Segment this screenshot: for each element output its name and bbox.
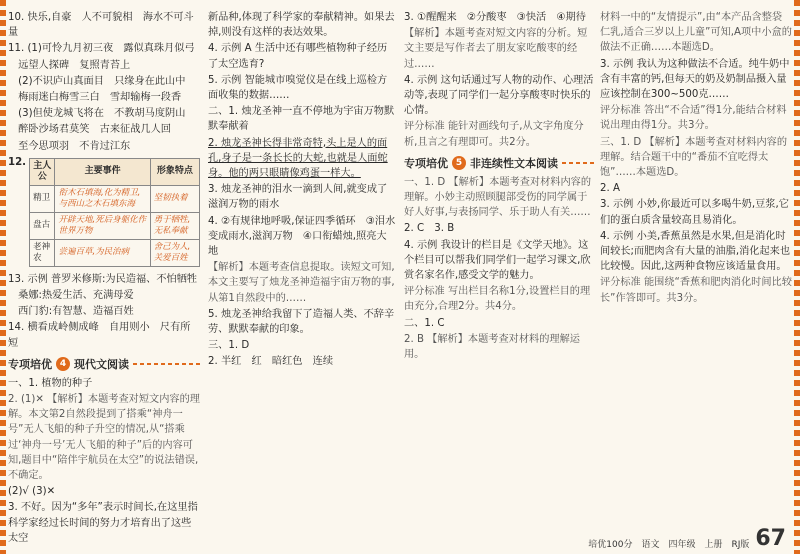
answer-item: 2. 烛龙圣神长得非常奇特,头上是人的面孔,身子是一条长长的大蛇,也就是人面蛇身。他的两只眼睛像鸡蛋一样大。 [208,137,388,180]
answer-item: 3. 示例 小妙,你最近可以多喝牛奶,豆浆,它们的蛋白质含量较高且易消化。 [600,199,789,226]
footer-text: 培优100分 语文 四年级 上册 RJ版 [588,540,750,550]
answer-item: 2. (1)✕ 【解析】本题考查对短文内容的理解。本文第2自然段提到了搭乘“神舟一号”无人飞船的种子升空的情况,从“搭乘过‘神舟一号’无人飞船的种子”后的内容可知,题目中“陪伴宇航员在太空”的说法错误,不确定。 [8,394,200,482]
answer-item: 11. (1)可怜九月初三夜 露似真珠月似弓 [8,43,195,55]
right-decorative-border [794,0,800,554]
column-2 [208,10,396,371]
table-row [30,185,200,212]
section-number: 5 [452,156,466,170]
section-title: 现代文阅读 [74,357,129,371]
page-number: 67 [755,526,786,551]
answer-item: 评分标准 答出“不合适”得1分,能结合材料说出理由得1分。共3分。 [600,105,787,132]
table-row [30,212,200,239]
answer-item: 评分标准 能围绕“香蕉和肥肉消化时间比较长”作答即可。共3分。 [600,277,792,304]
column-1 [8,10,200,547]
answer-item: 评分标准 能针对画线句子,从文字角度分析,且言之有理即可。共2分。 [404,121,584,148]
answer-item: 3. ①醒醒来 ②分酸枣 ③快活 ④期待 [404,12,586,23]
answer-item: 5. 烛龙圣神给我留下了造福人类、不辞辛劳、默默奉献的印象。 [208,308,395,336]
table-cell: 尝遍百草,为民治病 [55,239,150,266]
answer-item: 评分标准 写出栏目名称1分,设置栏目的理由充分,合理2分。共4分。 [404,286,591,313]
left-decorative-border [0,0,6,554]
answer-item: 2. C 3. B [404,223,455,235]
table-cell: 勇于牺牲,无私奉献 [150,212,199,239]
answer-item: 3. 不好。因为“多年”表示时间长,在这里指科学家经过长时间的努力才培育出了这些太空 [8,502,198,544]
answer-item: 桑娜:热爱生活、充满母爱 [8,290,134,302]
table-header: 形象特点 [150,158,199,185]
answer-item: 5. 示例 智能城市嗅觉仪是在线上巡检方面收集的数据…… [208,74,388,102]
answer-item: 10. 快乐,自豪 人不可貌相 海水不可斗量 [8,12,194,39]
section-label: 专项培优 [8,357,52,371]
section-title: 非连续性文本阅读 [470,156,558,170]
answer-item: 4. 示例 小美,香蕉虽然是水果,但是消化时间较长;而肥肉含有大量的油脂,消化起来也比较慢。因此,这两种食物应该适量食用。 [600,230,791,273]
table-cell: 舍己为人,关爱百姓 [150,239,199,266]
answer-item: 4. 示例 这句话通过写人物的动作、心理活动等,表现了同学们一起分享酸枣时快乐的心情。 [404,74,594,117]
answer-item: 3. 烛龙圣神的泪水一滴到人间,就变成了滋润万物的雨水 [208,184,388,211]
answer-item: 一、1. 植物的种子 [8,377,93,389]
table-cell: 精卫 [30,185,55,212]
answer-item: 至今思项羽 不肯过江东 [8,140,131,152]
answer-item: 2. B 【解析】本题考查对材料的理解运用。 [404,333,580,361]
answer-item: 二、1. C [404,317,445,329]
section-header [404,156,594,171]
answer-item: 2. 半红 红 暗红色 连续 [208,356,334,368]
section-divider [133,363,200,365]
table-cell: 盘古 [30,212,55,239]
section-label: 专项培优 [404,156,448,170]
table-block [8,155,200,272]
section-divider [562,162,594,164]
answer-item: 二、1. 烛龙圣神一直不停地为宇宙万物默默奉献着 [208,106,395,133]
table-row [30,239,200,266]
page-footer [588,528,786,550]
answer-item: 远望人探碑 复照青苔上 [8,59,131,71]
answer-item: 新品种,体现了科学家的奉献精神。如果去掉,则没有这样的表达效果。 [208,12,395,39]
summary-table [29,158,200,267]
column-4 [600,10,792,307]
answer-item: 【解析】本题考查信息提取。读短文可知,本文主要写了烛龙圣神造福宇宙万物的事,从第1自然段中的…… [208,262,395,304]
section-number: 4 [56,357,70,371]
answer-item: 13. 示例 普罗米修斯:为民造福、不怕牺牲 [8,273,198,285]
answer-item: 梅雨迷白梅雪三白 雪却输梅一段香 [8,92,182,104]
column-3 [404,10,594,363]
answer-item: 材料一中的“友情提示”,由“本产品含整袋仁乳,适合三岁以上儿童”可知,A项中小盒的做法不正确……本题选D。 [600,12,792,54]
answer-item: 一、1. D 【解析】本题考查对材料内容的理解。小妙主动照顾腿部受伤的同学属于好人好事,与表扬同学、乐于助人有关…… [404,176,592,219]
answer-item: (2)√ (3)✕ [8,486,56,498]
answer-item: 醉卧沙场君莫笑 古来征战几人回 [8,124,171,136]
answer-item: 西门豹:有智慧、造福百姓 [8,306,134,318]
answer-item: 4. 示例 我设计的栏目是《文学天地》。这个栏目可以帮我们同学们一起学习课文,欣赏名家名作,感受文学的魅力。 [404,239,591,282]
section-header [8,357,200,372]
answer-item: 4. ②有规律地呼吸,保证四季循环 ③泪水变成雨水,滋润万物 ④口衔蜡烛,照亮大地 [208,215,396,258]
table-cell: 老神农 [30,239,55,266]
table-header-row [30,158,200,185]
answer-item: 【解析】本题考查对短文内容的分析。短文主要是写作者去了朋友家吃酸枣的经过…… [404,28,588,70]
table-header: 主要事件 [55,158,150,185]
answer-item: 4. 示例 A 生活中还有哪些植物种子经历了太空选育? [208,43,388,70]
answer-item: 三、1. D 【解析】本题考查对材料内容的理解。结合题干中的“番茄不宜吃得太饱”……本题选D。 [600,136,788,179]
answer-item: 2. A [600,183,620,195]
answer-item: (3)但使龙城飞将在 不教胡马度阴山 [8,108,186,120]
answer-item: 三、1. D [208,340,250,352]
answer-item: 3. 示例 我认为这种做法不合适。纯牛奶中含有丰富的钙,但每天的奶及奶制品摄入量应该控制在300~500克…… [600,58,790,101]
table-cell: 坚韧执着 [150,185,199,212]
table-cell: 开辟天地,死后身躯化作世界万物 [55,212,150,239]
table-header: 主人公 [30,158,55,185]
answer-item: 14. 横看成岭侧成峰 自用则小 尺有所短 [8,322,191,349]
question-number: 12. [8,156,27,168]
table-cell: 衔木石填海,化为精卫,与西山之木石填东海 [55,185,150,212]
answer-item: (2)不识庐山真面目 只缘身在此山中 [8,75,186,87]
